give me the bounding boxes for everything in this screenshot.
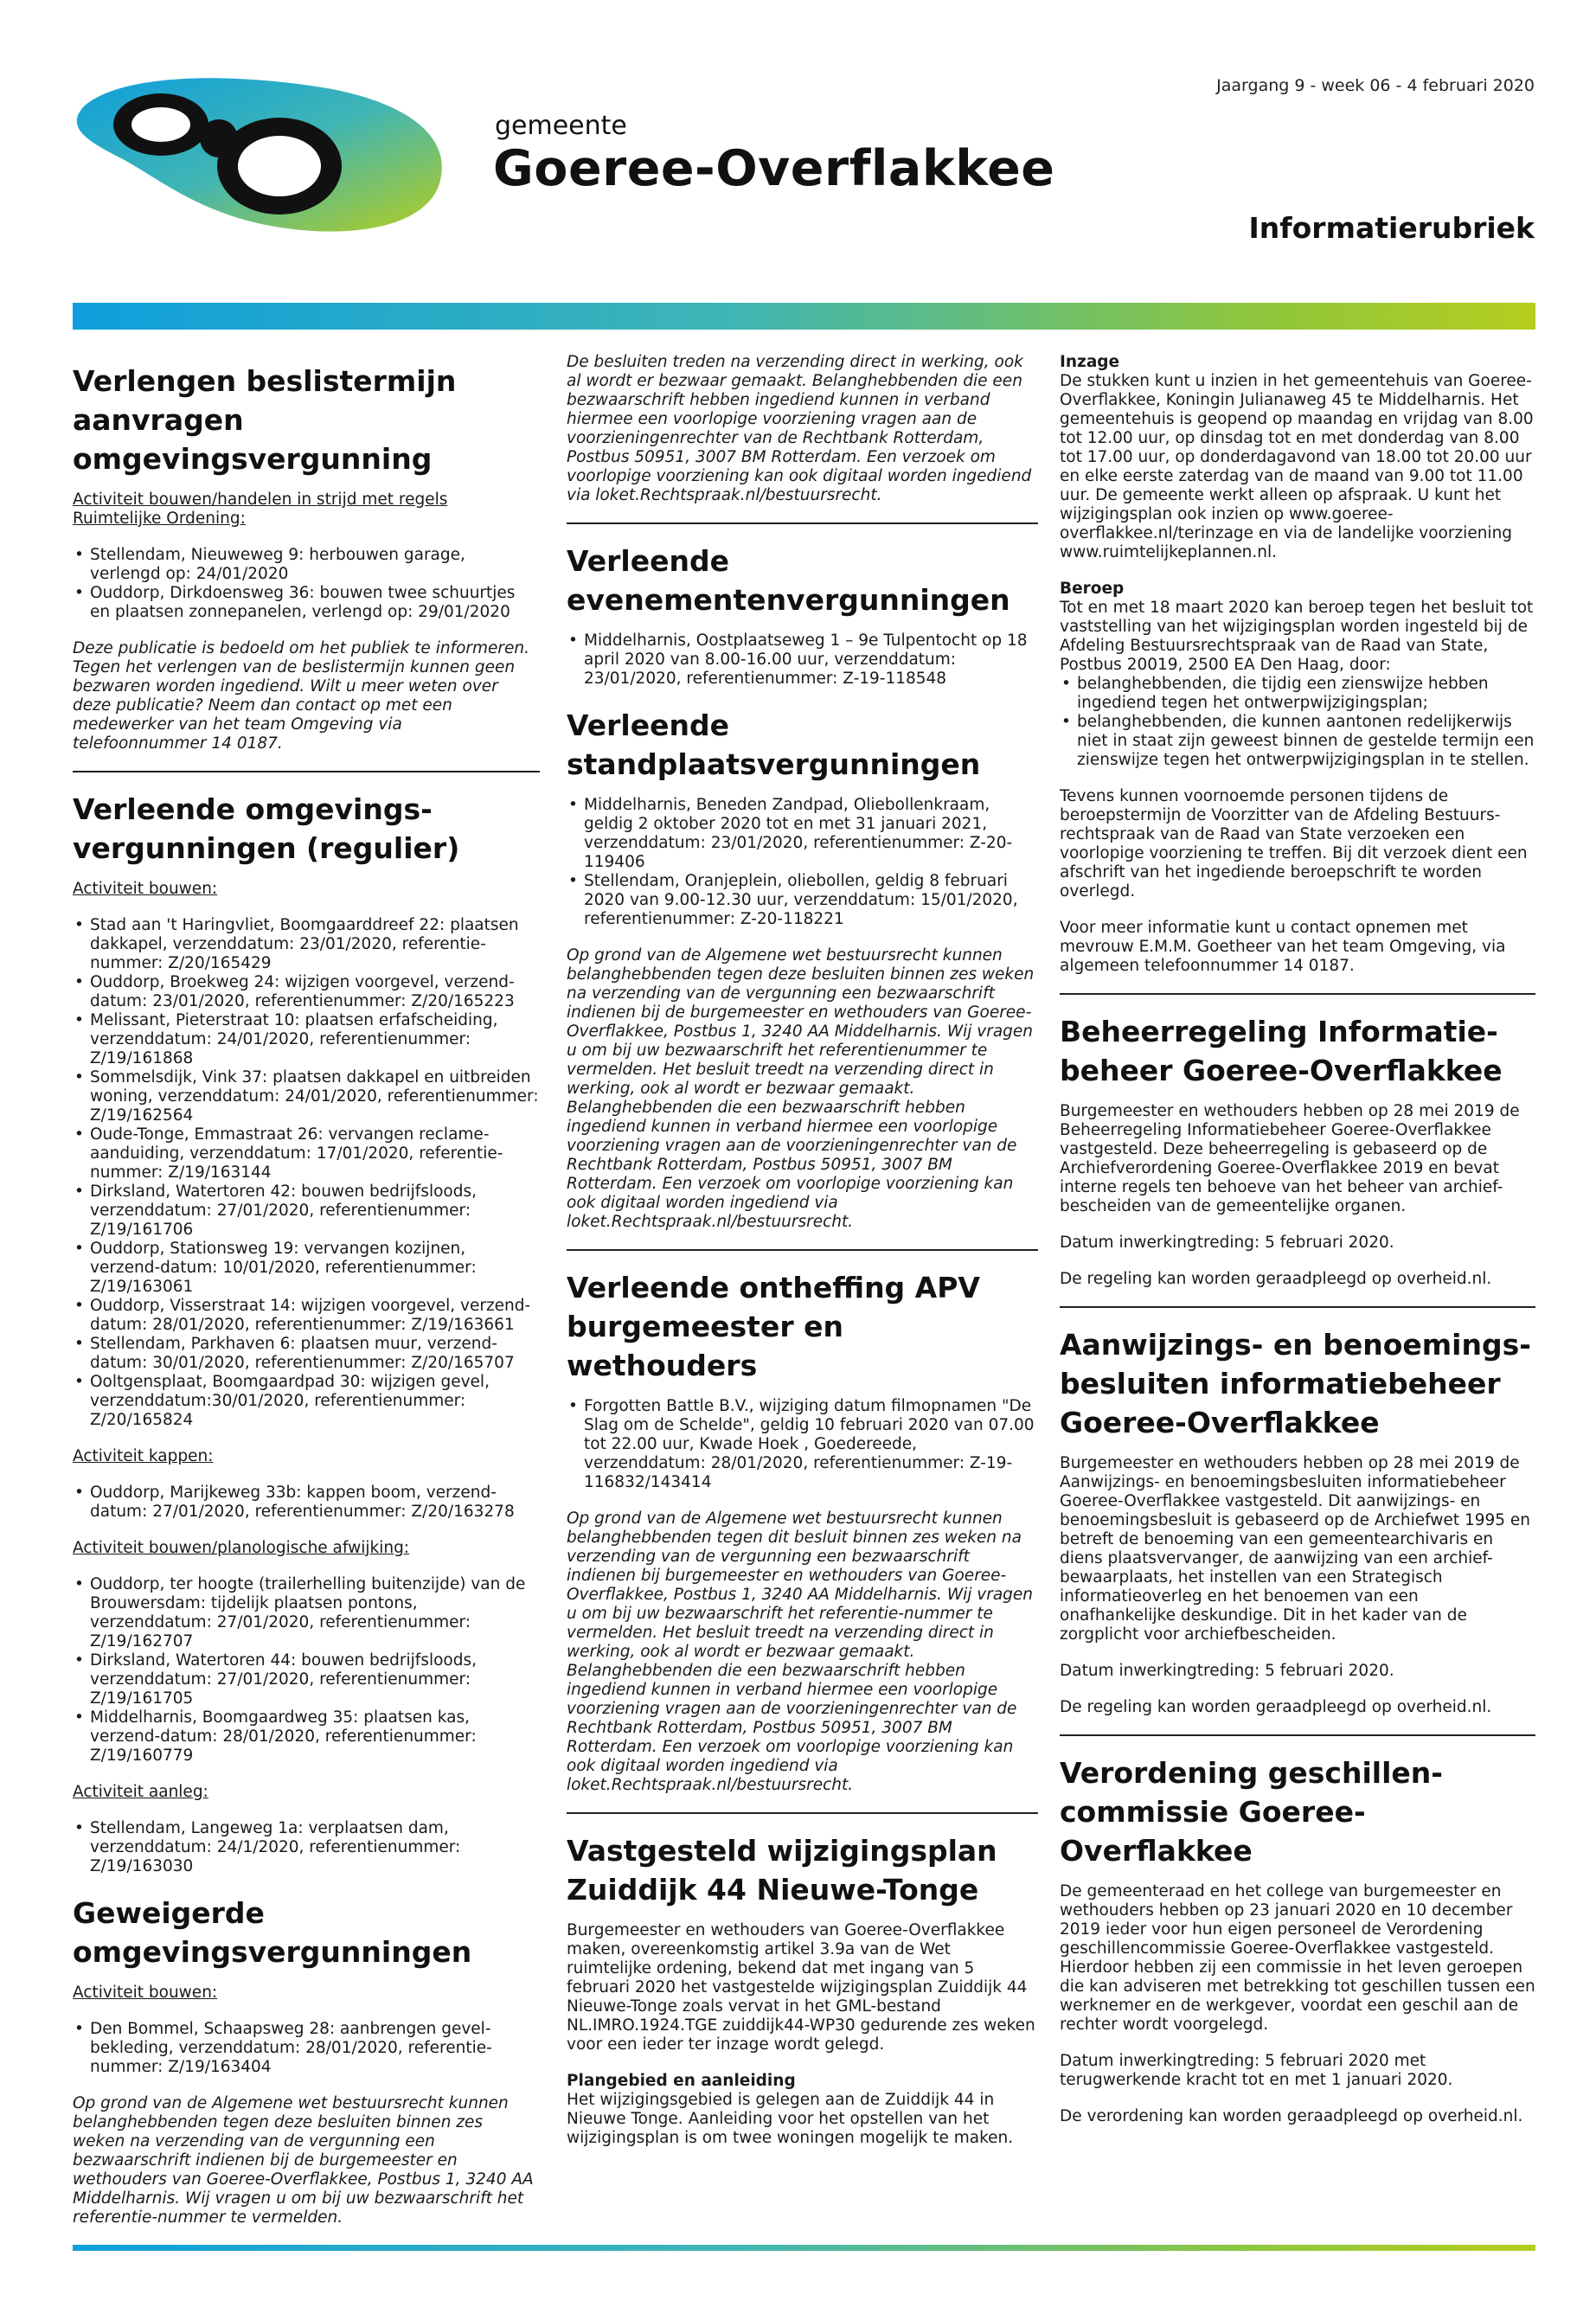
list-item: • Stellendam, Oranjeplein, oliebollen, geldig 8 februari 2020 van 9.00-12.30 uur, verzenddatum: 15/01/2020, referentienummer: Z-20-118221	[567, 872, 1038, 929]
notice-text: Op grond van de Algemene wet bestuursrecht kunnen belanghebbenden tegen dit besluit binnen zes weken na verzending van de vergunning een bezwaarschrift indienen bij burgemeester en wethouders van Goeree-Overflakkee, Postbus 1, 3240 AA Middelharnis. Wij vragen u om bij uw bezwaarschrift het referentie-nummer te vermelden. Het besluit treedt na verzending direct in werking, ook al wordt er bezwaar gemaakt. Belanghebbenden die een bezwaarschrift hebben ingediend kunnen in verband hiermee een voorlopige voorziening vragen aan de voorzieningenrechter van de Rechtbank Rotterdam, Postbus 50951, 3007 BM Rotterdam. Een verzoek om voorlopige voorziening kan ook digitaal worden ingediend via loket.Rechtspraak.nl/bestuursrecht.	[567, 1509, 1034, 1794]
section-divider	[567, 1249, 1038, 1251]
activity-label: Activiteit bouwen/handelen in strijd met regels Ruimtelijke Ordening:	[73, 490, 448, 528]
notice-text: De besluiten treden na verzending direct in werking, ook al wordt er bezwaar gemaakt. Belanghebbenden die een bezwaarschrift hebben ingediend kunnen in verband hiermee een voorlopige voorziening vragen aan de voorzieningenrechter van de Rechtbank Rotterdam, Postbus 50951, 3007 BM Rotterdam. Een verzoek om voorlopige voorziening kan ook digitaal worden ingediend via loket.Rechtspraak.nl/bestuursrecht.	[567, 353, 1032, 504]
list-item: • belanghebbenden, die tijdig een zienswijze hebben ingediend tegen het ontwerpwijzigingsplan;	[1060, 675, 1535, 713]
heading-verleende-omgevingsvergunningen: Verleende omgevings-vergunningen (regulier)	[73, 792, 460, 865]
notice-list	[73, 1575, 540, 1766]
heading-verordening-geschillencommissie: Verordening geschillen-commissie Goeree-Overflakkee	[1060, 1756, 1443, 1868]
list-item: • Middelharnis, Beneden Zandpad, Oliebollenkraam, geldig 2 oktober 2020 tot en met 31 januari 2021, verzenddatum: 23/01/2020, referentienummer: Z-20-119406	[567, 796, 1038, 872]
list-item: • Sommelsdijk, Vink 37: plaatsen dakkapel en uitbreiden woning, verzenddatum: 24/01/2020, referentienummer: Z/19/162564	[73, 1068, 540, 1125]
body-text: Burgemeester en wethouders hebben op 28 mei 2019 de Aanwijzings- en benoemingsbesluiten informatiebeheer Goeree-Overflakkee vastgesteld. Dit aanwijzings- en benoemingsbesluit is gebaseerd op de Archiefwet 1995 en betreft de benoeming van een gemeentearchivaris en diens plaatsvervanger, de aanwijzing van een archief-bewaarplaats, het instellen van een Strategisch informatieoverleg en het benoemen van een onafhankelijke deskundige. Dit in het kader van de zorgplicht voor archiefbescheiden.	[1060, 1454, 1531, 1644]
notice-text: Op grond van de Algemene wet bestuursrecht kunnen belanghebbenden tegen deze besluiten binnen zes weken na verzending van de vergunning een bezwaarschrift indienen bij de burgemeester en wethouders van Goeree-Overflakkee, Postbus 1, 3240 AA Middelharnis. Wij vragen u om bij uw bezwaarschrift het referentie-nummer te vermelden.	[73, 2094, 534, 2227]
consult-text: De verordening kan worden geraadpleegd op overheid.nl.	[1060, 2107, 1523, 2125]
issue-date-line: Jaargang 9 - week 06 - 4 februari 2020	[1216, 76, 1535, 95]
activity-label: Activiteit bouwen/planologische afwijking:	[73, 1539, 410, 1557]
section-divider	[1060, 993, 1535, 995]
list-item: • Ouddorp, Marijkeweg 33b: kappen boom, verzend-datum: 27/01/2020, referentienummer: Z/20/163278	[73, 1484, 540, 1522]
section-divider	[73, 771, 540, 772]
heading-wijzigingsplan: Vastgesteld wijzigingsplan Zuiddijk 44 Nieuwe-Tonge	[567, 1834, 997, 1907]
list-item: • Stellendam, Nieuweweg 9: herbouwen garage, verlengd op: 24/01/2020	[73, 546, 540, 584]
body-text: De gemeenteraad en het college van burgemeester en wethouders hebben op 23 januari 2020 en 10 december 2019 ieder voor hun eigen personeel de Verordening geschillencommissie Goeree-Overflakkee vastgesteld. Hierdoor hebben zij een commissie in het leven geroepen die kan adviseren met betrekking tot geschillen tussen een werknemer en de werkgever, voordat een geschil aan de rechter wordt voorgelegd.	[1060, 1882, 1535, 2034]
notice-list	[73, 2020, 540, 2077]
section-title: Informatierubriek	[1248, 211, 1535, 245]
list-item: • Ouddorp, Stationsweg 19: vervangen kozijnen, verzend-datum: 10/01/2020, referentienummer: Z/19/163061	[73, 1240, 540, 1297]
subheading-inzage: Inzage	[1060, 353, 1120, 371]
heading-verlengen-beslistermijn: Verlengen beslistermijn aanvragen omgevingsvergunning	[73, 364, 457, 476]
notice-list	[567, 1397, 1038, 1492]
subheading-beroep: Beroep	[1060, 580, 1125, 598]
list-item: • Ouddorp, Dirkdoensweg 36: bouwen twee schuurtjes en plaatsen zonnepanelen, verlengd op: 29/01/2020	[73, 584, 540, 622]
municipality-logo	[67, 71, 465, 244]
header-gradient-bar	[73, 303, 1535, 330]
list-item: • Melissant, Pieterstraat 10: plaatsen erfafscheiding, verzenddatum: 24/01/2020, referentienummer: Z/19/161868	[73, 1011, 540, 1068]
consult-text: De regeling kan worden geraadpleegd op overheid.nl.	[1060, 1698, 1492, 1716]
municipality-label: gemeente	[495, 111, 627, 141]
effective-date: Datum inwerkingtreding: 5 februari 2020.	[1060, 1662, 1394, 1680]
notice-list	[567, 631, 1038, 689]
footer-gradient-bar	[73, 2245, 1535, 2251]
list-item: • Middelharnis, Boomgaardweg 35: plaatsen kas, verzend-datum: 28/01/2020, referentienummer: Z/19/160779	[73, 1708, 540, 1766]
section-divider	[567, 522, 1038, 524]
column-2	[567, 353, 1038, 2230]
body-text: Voor meer informatie kunt u contact opnemen met mevrouw E.M.M. Goetheer van het team Omgeving, via algemeen telefoonnummer 14 0187.	[1060, 919, 1506, 975]
list-item: • Stellendam, Parkhaven 6: plaatsen muur, verzend-datum: 30/01/2020, referentienummer: Z/20/165707	[73, 1335, 540, 1373]
list-item: • belanghebbenden, die kunnen aantonen redelijkerwijs niet in staat zijn geweest binnen de gestelde termijn een zienswijze tegen het ontwerpwijzigingsplan in te stellen.	[1060, 713, 1535, 770]
list-item: • Ouddorp, Broekweg 24: wijzigen voorgevel, verzend-datum: 23/01/2020, referentienummer: Z/20/165223	[73, 973, 540, 1011]
municipality-name: Goeree-Overflakkee	[493, 140, 1055, 197]
heading-beheerregeling: Beheerregeling Informatie-beheer Goeree-Overflakkee	[1060, 1015, 1503, 1087]
effective-date: Datum inwerkingtreding: 5 februari 2020.	[1060, 1234, 1394, 1252]
heading-geweigerde-omgevingsvergunningen: Geweigerde omgevingsvergunningen	[73, 1896, 472, 1969]
notice-list	[567, 796, 1038, 929]
body-text: Tevens kunnen voornoemde personen tijdens de beroepstermijn de Voorzitter van de Afdeling Bestuurs-rechtspraak van de Raad van State verzoeken een voorlopige voorziening te treffen. Bij dit verzoek dient een afschrift van het ingediende beroepschrift te worden overlegd.	[1060, 787, 1528, 901]
notice-list	[73, 916, 540, 1430]
notice-list	[73, 1819, 540, 1876]
effective-date: Datum inwerkingtreding: 5 februari 2020 met terugwerkende kracht tot en met 1 januari 2020.	[1060, 2052, 1453, 2089]
activity-label: Activiteit bouwen:	[73, 1984, 218, 2002]
notice-list	[73, 546, 540, 622]
heading-evenementenvergunningen: Verleende evenementenvergunningen	[567, 544, 1010, 617]
list-item: • Stellendam, Langeweg 1a: verplaatsen dam, verzenddatum: 24/1/2020, referentienummer: Z/19/163030	[73, 1819, 540, 1876]
heading-aanwijzingsbesluiten: Aanwijzings- en benoemings-besluiten informatiebeheer Goeree-Overflakkee	[1060, 1328, 1531, 1439]
activity-label: Activiteit bouwen:	[73, 880, 218, 898]
activity-label: Activiteit aanleg:	[73, 1783, 208, 1801]
body-text: Burgemeester en wethouders hebben op 28 mei 2019 de Beheerregeling Informatiebeheer Goeree-Overflakkee vastgesteld. Deze beheerregeling is gebaseerd op de Archiefverordening Goeree-Overflakkee 2019 en bevat interne regels ten behoeve van het beheer van archief-bescheiden van de gemeentelijke organen.	[1060, 1102, 1520, 1215]
heading-ontheffing-apv: Verleende ontheffing APV burgemeester en wethouders	[567, 1271, 980, 1382]
list-item: • Forgotten Battle B.V., wijziging datum filmopnamen "De Slag om de Schelde", geldig 10 februari 2020 van 07.00 tot 22.00 uur, Kwade Hoek , Goedereede, verzenddatum: 28/01/2020, referentienummer: Z-19-116832/143414	[567, 1397, 1038, 1492]
list-item: • Oude-Tonge, Emmastraat 26: vervangen reclame-aanduiding, verzenddatum: 17/01/2020, referentie-nummer: Z/19/163144	[73, 1125, 540, 1183]
column-1	[73, 353, 540, 2230]
section-divider	[1060, 1306, 1535, 1308]
list-item: • Middelharnis, Oostplaatseweg 1 – 9e Tulpentocht op 18 april 2020 van 8.00-16.00 uur, verzenddatum: 23/01/2020, referentienummer: Z-19-118548	[567, 631, 1038, 689]
activity-label: Activiteit kappen:	[73, 1447, 214, 1465]
notice-text: Op grond van de Algemene wet bestuursrecht kunnen belanghebbenden tegen deze besluiten binnen zes weken na verzending van de vergunning een bezwaarschrift indienen bij de burgemeester en wethouders van Goeree-Overflakkee, Postbus 1, 3240 AA Middelharnis. Wij vragen u om bij uw bezwaarschrift het referentienummer te vermelden. Het besluit treedt na verzending direct in werking, ook al wordt er bezwaar gemaakt. Belanghebbenden die een bezwaarschrift hebben ingediend kunnen in verband hiermee een voorlopige voorziening vragen aan de voorzieningenrechter van de Rechtbank Rotterdam, Postbus 50951, 3007 BM Rotterdam. Een verzoek om voorlopige voorziening kan ook digitaal worden ingediend via loket.Rechtspraak.nl/bestuursrecht.	[567, 946, 1035, 1231]
notice-list	[73, 1484, 540, 1522]
list-item: • Den Bommel, Schaapsweg 28: aanbrengen gevel-bekleding, verzenddatum: 28/01/2020, referentie-nummer: Z/19/163404	[73, 2020, 540, 2077]
heading-standplaatsvergunningen: Verleende standplaatsvergunningen	[567, 708, 981, 781]
list-item: • Stad aan 't Haringvliet, Boomgaarddreef 22: plaatsen dakkapel, verzenddatum: 23/01/2020, referentie-nummer: Z/20/165429	[73, 916, 540, 973]
consult-text: De regeling kan worden geraadpleegd op overheid.nl.	[1060, 1270, 1492, 1288]
notice-list	[1060, 675, 1535, 770]
body-text: De stukken kunt u inzien in het gemeentehuis van Goeree-Overflakkee, Koningin Julianaweg 45 te Middelharnis. Het gemeentehuis is geopend op maandag en vrijdag van 8.00 tot 12.00 uur, op dinsdag tot en met donderdag van 8.00 tot 17.00 uur, op donderdagavond van 18.00 tot 20.00 uur en elke eerste zaterdag van de maand van 9.00 tot 11.00 uur. De gemeente werkt alleen op afspraak. U kunt het wijzigingsplan ook inzien op www.goeree-overflakkee.nl/terinzage en via de landelijke voorziening www.ruimtelijkeplannen.nl.	[1060, 372, 1534, 561]
subheading: Plangebied en aanleiding	[567, 2072, 796, 2090]
list-item: • Ouddorp, Visserstraat 14: wijzigen voorgevel, verzend-datum: 28/01/2020, referentienummer: Z/19/163661	[73, 1297, 540, 1335]
list-item: • Dirksland, Watertoren 42: bouwen bedrijfsloods, verzenddatum: 27/01/2020, referentienummer: Z/19/161706	[73, 1183, 540, 1240]
body-text: Het wijzigingsgebied is gelegen aan de Zuiddijk 44 in Nieuwe Tonge. Aanleiding voor het opstellen van het wijzigingsplan is om twee woningen mogelijk te maken.	[567, 2091, 1014, 2147]
notice-text: Deze publicatie is bedoeld om het publiek te informeren. Tegen het verlengen van de beslistermijn kunnen geen bezwaren worden ingediend. Wilt u meer weten over deze publicatie? Neem dan contact op met een medewerker van het team Omgeving via telefoonnummer 14 0187.	[73, 639, 529, 753]
body-text: Tot en met 18 maart 2020 kan beroep tegen het besluit tot vaststelling van het wijzigingsplan worden ingesteld bij de Afdeling Bestuursrechtspraak van de Raad van State, Postbus 20019, 2500 EA Den Haag, door:	[1060, 599, 1534, 674]
list-item: • Ooltgensplaat, Boomgaardpad 30: wijzigen gevel, verzenddatum:30/01/2020, referentienummer: Z/20/165824	[73, 1373, 540, 1430]
list-item: • Dirksland, Watertoren 44: bouwen bedrijfsloods, verzenddatum: 27/01/2020, referentienummer: Z/19/161705	[73, 1651, 540, 1708]
body-text: Burgemeester en wethouders van Goeree-Overflakkee maken, overeenkomstig artikel 3.9a van de Wet ruimtelijke ordening, bekend dat met ingang van 5 februari 2020 het vastgestelde wijzigingsplan Zuiddijk 44 Nieuwe-Tonge zoals vervat in het GML-bestand NL.IMRO.1924.TGE zuiddijk44-WP30 gedurende zes weken voor een ieder ter inzage wordt gelegd.	[567, 1921, 1035, 2054]
section-divider	[1060, 1734, 1535, 1736]
section-divider	[567, 1812, 1038, 1814]
list-item: • Ouddorp, ter hoogte (trailerhelling buitenzijde) van de Brouwersdam: tijdelijk plaatsen pontons, verzenddatum: 27/01/2020, referentienummer: Z/19/162707	[73, 1575, 540, 1651]
column-3	[1060, 353, 1535, 2230]
